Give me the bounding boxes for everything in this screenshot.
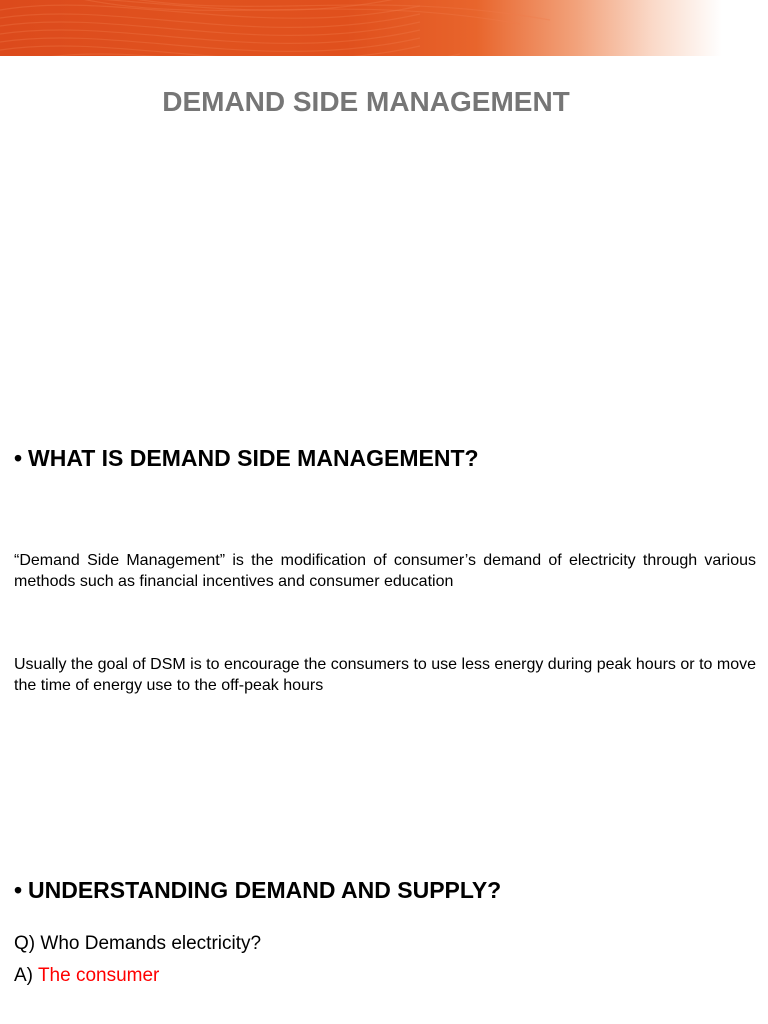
heading-text: UNDERSTANDING DEMAND AND SUPPLY? [28, 877, 502, 903]
answer-line [14, 965, 159, 987]
page-title: DEMAND SIDE MANAGEMENT [162, 86, 570, 117]
heading-text: WHAT IS DEMAND SIDE MANAGEMENT? [28, 445, 479, 471]
section-heading-what-is [14, 445, 479, 472]
answer-prefix: A) [14, 965, 38, 986]
section-heading-understanding [14, 877, 501, 904]
header-banner [0, 0, 768, 56]
answer-text: The consumer [37, 965, 160, 986]
question-line: Q) Who Demands electricity? [14, 933, 262, 954]
goal-paragraph: Usually the goal of DSM is to encourage the consumers to use less energy during peak hours or to move the time of energy use to the off-peak hours [14, 656, 756, 694]
bullet-point: • [14, 877, 23, 903]
bullet-point: • [14, 445, 23, 471]
banner-wave-pattern [0, 0, 768, 56]
definition-paragraph: “Demand Side Management” is the modification of consumer’s demand of electricity through various methods such as financial incentives and consumer education [14, 552, 756, 590]
